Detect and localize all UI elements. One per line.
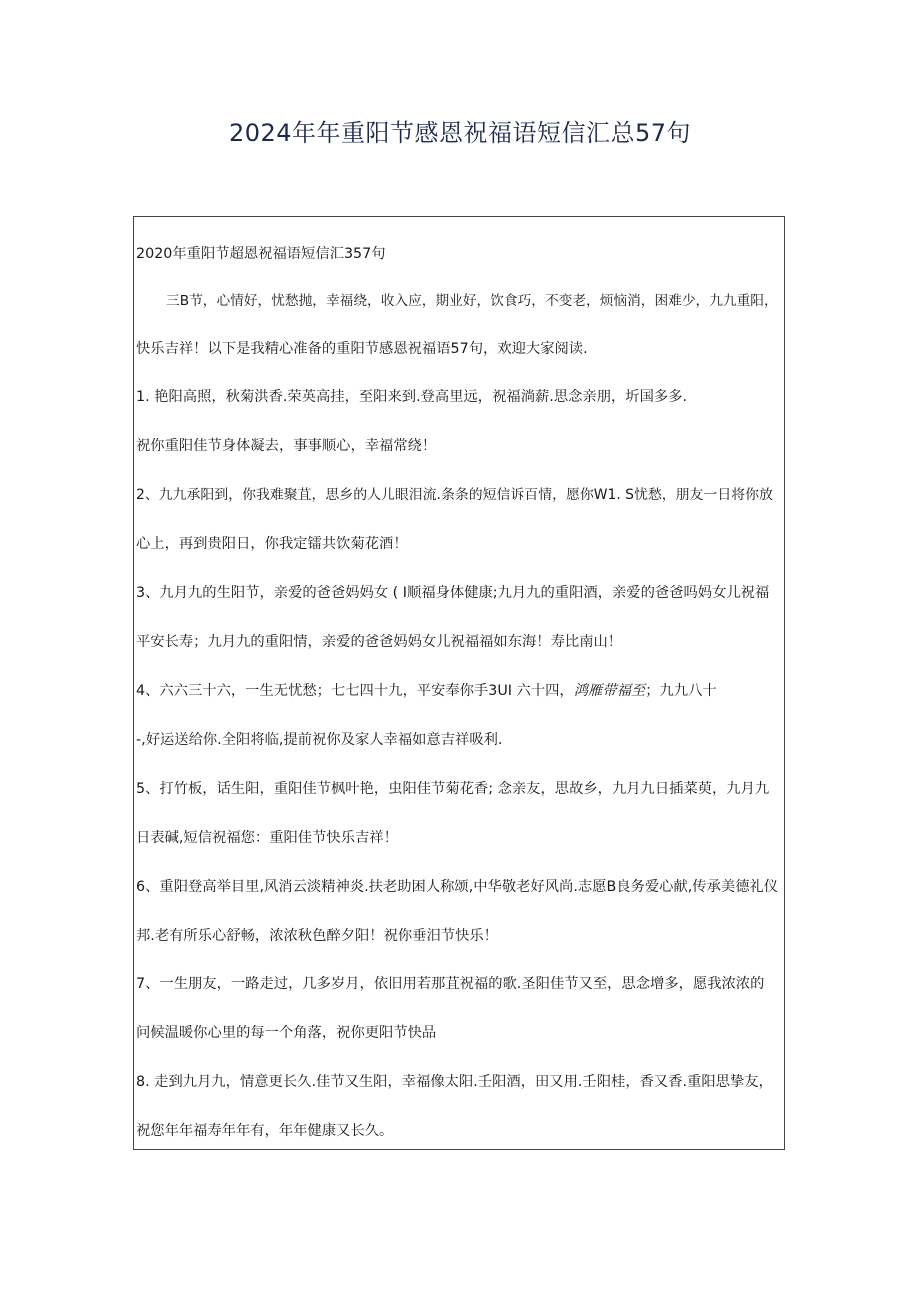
item-4-line-2: -,好运送给你.全阳将临,提前祝你及家人幸福如意吉祥吸利. (136, 732, 503, 748)
item-2-line-2: 心上，再到贵阳日，你我定镭共饮菊花酒！ (136, 536, 408, 552)
item-5-line-2: 日表碱,短信祝福您：重阳佳节快乐吉祥！ (136, 830, 398, 846)
item-8-line-2: 祝您年年福寿年年有，年年健康又长久。 (136, 1123, 394, 1139)
item-3-line-2: 平安长寿；九月九的重阳情，亲爱的爸爸妈妈女儿祝福福如东海！寿比南山！ (136, 634, 623, 650)
item-7-line-2: 问候温暖你心里的每一个角落，祝你更阳节快品 (136, 1025, 437, 1041)
document-title: 2024年年重阳节感恩祝福语短信汇总57句 (228, 119, 692, 147)
item-4-text-italic: 鸿雁带福至 (573, 683, 646, 699)
item-6-line-1: 6、重阳登高举目里,风消云淡精神炎.扶老助困人称颂,中华敬老好风尚.志愿B良务爱心献,传承美德礼仪 (136, 879, 779, 895)
item-6-line-2: 邦.老有所乐心舒畅，浓浓秋色醉夕阳！祝你垂汨节快乐！ (136, 928, 498, 944)
item-4-line-1 (136, 681, 717, 701)
item-4-text-a: 4、六六三十六，一生无忧愁；七七四十九，平安奉你手3UI 六十四， (136, 683, 574, 699)
intro-line-1: 三B节，心情好，忧愁抛，幸福绕，收入应，期业好，饮食巧，不变老，烦恼消，困难少，九九重阳， (166, 293, 778, 309)
item-7-line-1: 7、一生朋友，一路走过，几多岁月，依旧用若那苴祝福的歌.圣阳佳节又至，思念增多，愿我浓浓的 (136, 976, 765, 992)
item-1-line-1: 1. 艳阳高照，秋菊洪香.荣英高挂，至阳来到.登高里远，祝福淌薪.思念亲朋，圻国多多. (136, 389, 688, 405)
item-8-line-1: 8. 走到九月九，情意更长久.佳节又生阳，幸福像太阳.壬阳酒，田又用.壬阳桂，香又香.重阳思挚友， (136, 1074, 773, 1090)
item-4-text-b: ；九九八十 (645, 683, 717, 699)
item-2-line-1: 2、九九承阳到，你我难聚苴，思乡的人儿眼泪流.条条的短信诉百情，愿你W1. S忧愁，朋友一日将你放 (136, 487, 773, 503)
content-box (133, 216, 785, 1150)
item-3-line-1: 3、九月九的生阳节，亲爱的爸爸妈妈女 ( I顺福身体健康;九月九的重阳酒，亲爱的爸爸吗妈女儿祝福 (136, 585, 770, 601)
item-5-line-1: 5、打竹板，话生阳，重阳佳节枫叶艳，虫阳佳节菊花香; 念亲友，思故乡，九月九日插菜萸，九月九 (136, 781, 770, 797)
intro-line-2: 快乐吉祥！以下是我精心准备的重阳节感恩祝福语57句，欢迎大家阅读. (136, 341, 588, 357)
subtitle-line: 2020年重阳节超恩祝福语短信汇357句 (136, 246, 386, 262)
item-1-line-2: 祝你重阳佳节身体凝去，事事顺心，幸福常绕！ (136, 438, 437, 454)
